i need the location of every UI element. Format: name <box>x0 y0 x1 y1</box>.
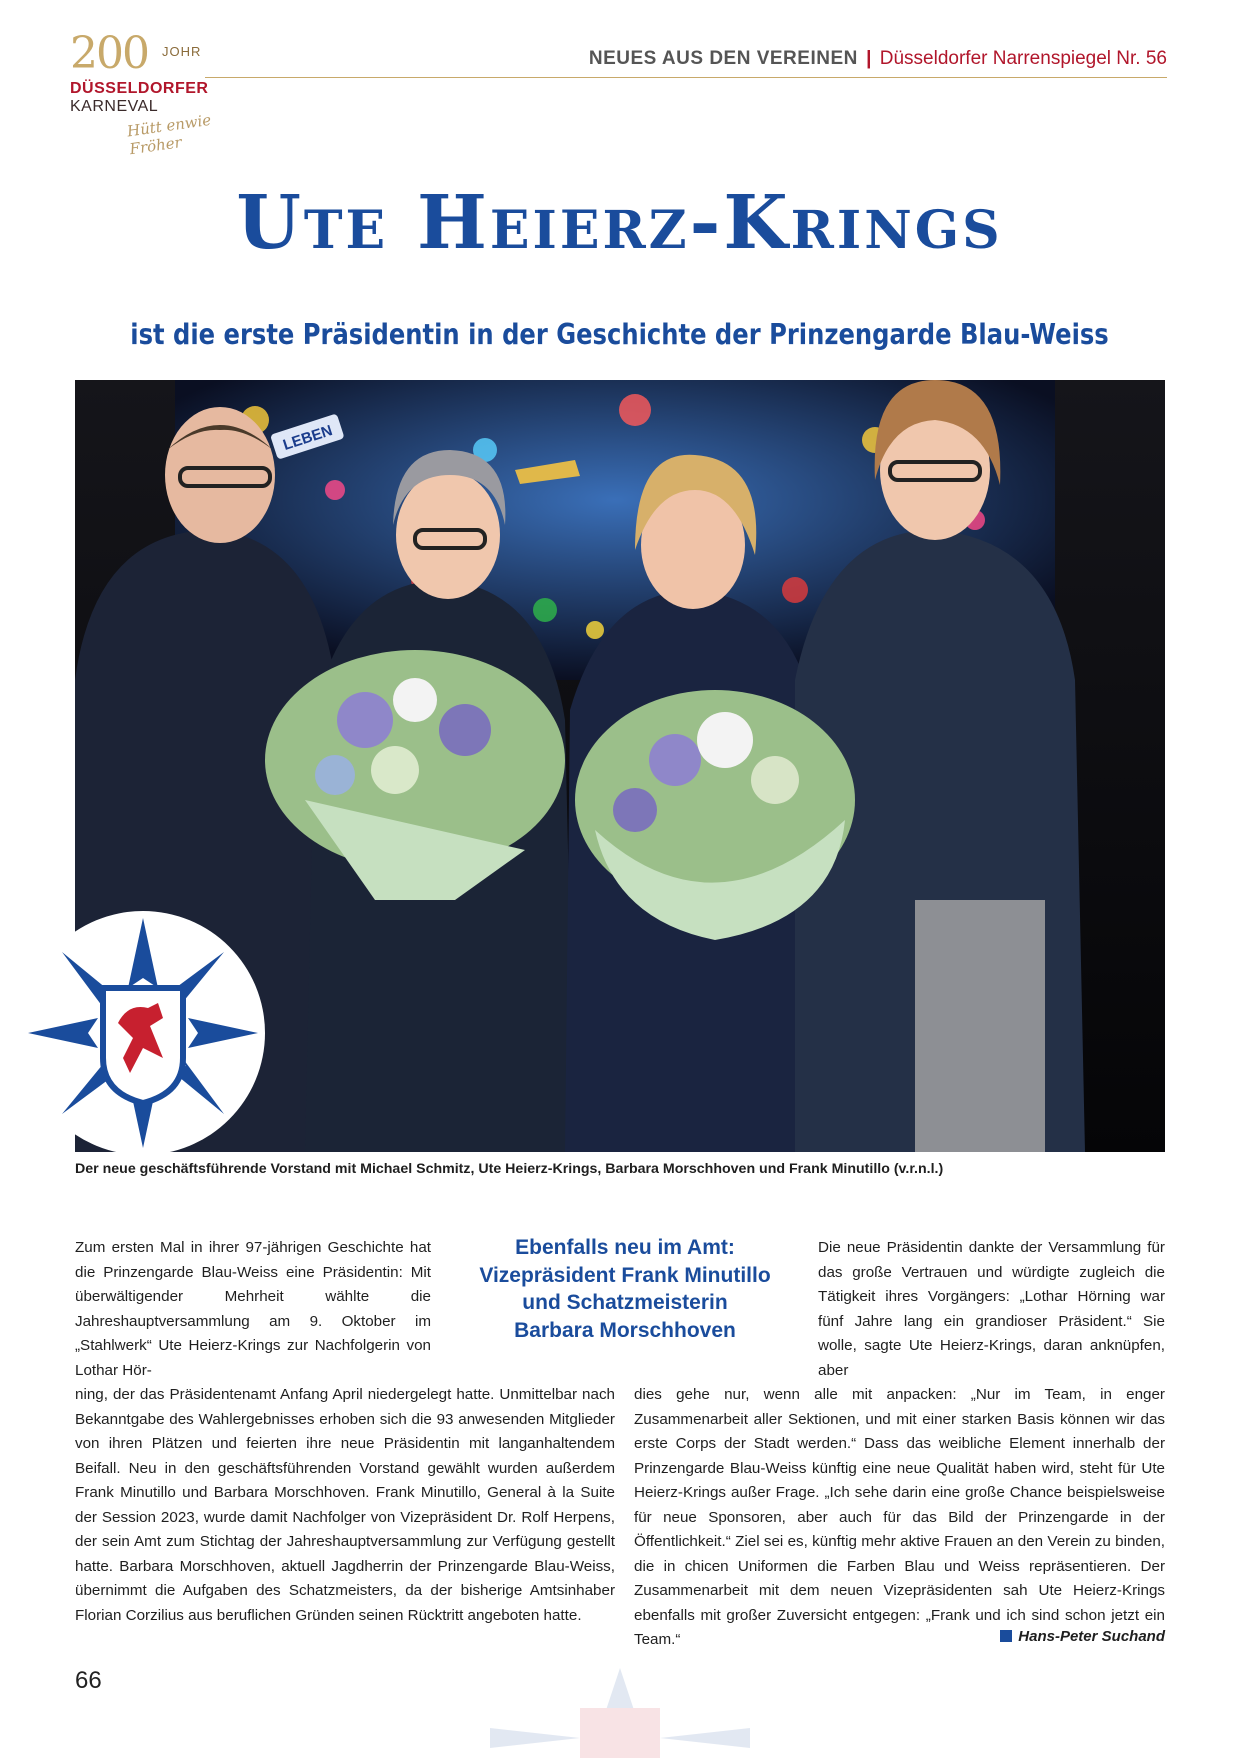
pullquote <box>450 1234 800 1344</box>
body-col3-top: Die neue Präsidentin dankte der Versammlung für das große Vertrauen und würdigte zugleich die Tätigkeit ihres Vorgängers: „Lothar Hörning war fünf Jahre lang ein grandioser Präsident.“ Sie wolle, sagte Ute Heierz-Krings, daran anknüpfen, aber <box>818 1239 1165 1379</box>
pullquote-line: Ebenfalls neu im Amt: <box>515 1236 735 1259</box>
badge-watermark <box>430 1668 810 1758</box>
logo-motto: Hütt enwie Fröher <box>125 110 213 159</box>
article-title: Ute Heierz-Krings <box>236 180 1003 266</box>
logo-line1: DÜSSELDORFER <box>70 80 209 97</box>
running-header <box>589 48 1167 70</box>
author-name: Hans-Peter Suchand <box>1018 1628 1165 1645</box>
logo-line2: KARNEVAL <box>70 98 159 115</box>
pullquote-line: Barbara Morschhoven <box>514 1318 736 1342</box>
body-col3-bottom: dies gehe nur, wenn alle mit anpacken: „Nur im Team, in enger Zusammenarbeit aller Sektionen, und mit einer starken Basis können wir das erste Corps der Stadt werden.“ Dass das weibliche Element innerhalb der Prinzengarde Blau-Weiss künftig eine neue Qualität haben wird, steht für Ute Heierz-Krings außer Frage. „Ich sehe darin eine große Chance beispielsweise für neue Sponsoren, aber auch für das Bild der Prinzengarde in der Öffentlichkeit.“ Ziel sei es, künftig mehr aktive Frauen an den Verein zu binden, die in chicen Uniformen die Farben Blau und Weiss repräsentieren. Der Zusammenarbeit mit dem neuen Vizepräsidenten sah Ute Heierz-Krings ebenfalls mit großer Zuversicht entgegen: „Frank und ich sind schon jetzt ein Team.“ <box>634 1386 1165 1648</box>
photo-caption: Der neue geschäftsführende Vorstand mit Michael Schmitz, Ute Heierz-Krings, Barbara Morschhoven und Frank Minutillo (v.r.n.l.) <box>75 1161 944 1177</box>
logo-number: 200 <box>70 28 148 79</box>
header-section: NEUES AUS DEN VEREINEN <box>588 48 858 69</box>
body-col1-top: Zum ersten Mal in ihrer 97-jährigen Geschichte hat die Prinzengarde Blau-Weiss eine Präsidentin: Mit überwältigender Mehrheit wählte die Jahreshauptversammlung am 9. Oktober im „Stahlwerk“ Ute Heierz-Krings zur Nachfolgerin von Lothar Hör- <box>75 1239 431 1379</box>
header-rule <box>205 77 1167 78</box>
body-col1-bottom: ning, der das Präsidentenamt Anfang April niedergelegt hatte. Unmittelbar nach Bekanntgabe des Wahlergebnisses erhoben sich die 93 anwesenden Mitglieder von ihren Plätzen und feierten ihre neue Präsidentin mit langanhaltendem Beifall. Neu in den geschäftsführenden Vorstand gewählt wurden außerdem Frank Minutillo und Barbara Morschhoven. Frank Minutillo, General à la Suite der Session 2023, wurde damit Nachfolger von Vizepräsident Dr. Rolf Herpens, der sein Amt zum Stichtag der Jahreshauptversammlung zur Verfügung gestellt hatte. Barbara Morschhoven, aktuell Jagdherrin der Prinzengarde Blau-Weiss, übernimmt die Aufgaben des Schatzmeisters, da der bisherige Amtsinhaber Florian Corzilius aus beruflichen Gründen seinen Rücktritt angeboten hatte. <box>75 1386 615 1624</box>
header-separator: | <box>866 48 872 69</box>
square-icon <box>1000 1630 1012 1642</box>
author-byline <box>1000 1628 1165 1645</box>
article-subtitle: ist die erste Präsidentin in der Geschichte der Prinzengarde Blau-Weiss <box>130 318 1109 351</box>
page-number: 66 <box>75 1667 102 1694</box>
prinzengarde-badge <box>18 908 268 1158</box>
header-magazine: Düsseldorfer Narrenspiegel Nr. 56 <box>879 48 1167 69</box>
pullquote-line: und Schatzmeisterin <box>522 1291 728 1314</box>
logo-jahr: JOHR <box>162 44 202 59</box>
anniversary-logo <box>70 28 220 159</box>
pullquote-line: Vizepräsident Frank Minutillo <box>479 1263 771 1287</box>
photo-banner-text: LEBEN <box>280 422 335 454</box>
